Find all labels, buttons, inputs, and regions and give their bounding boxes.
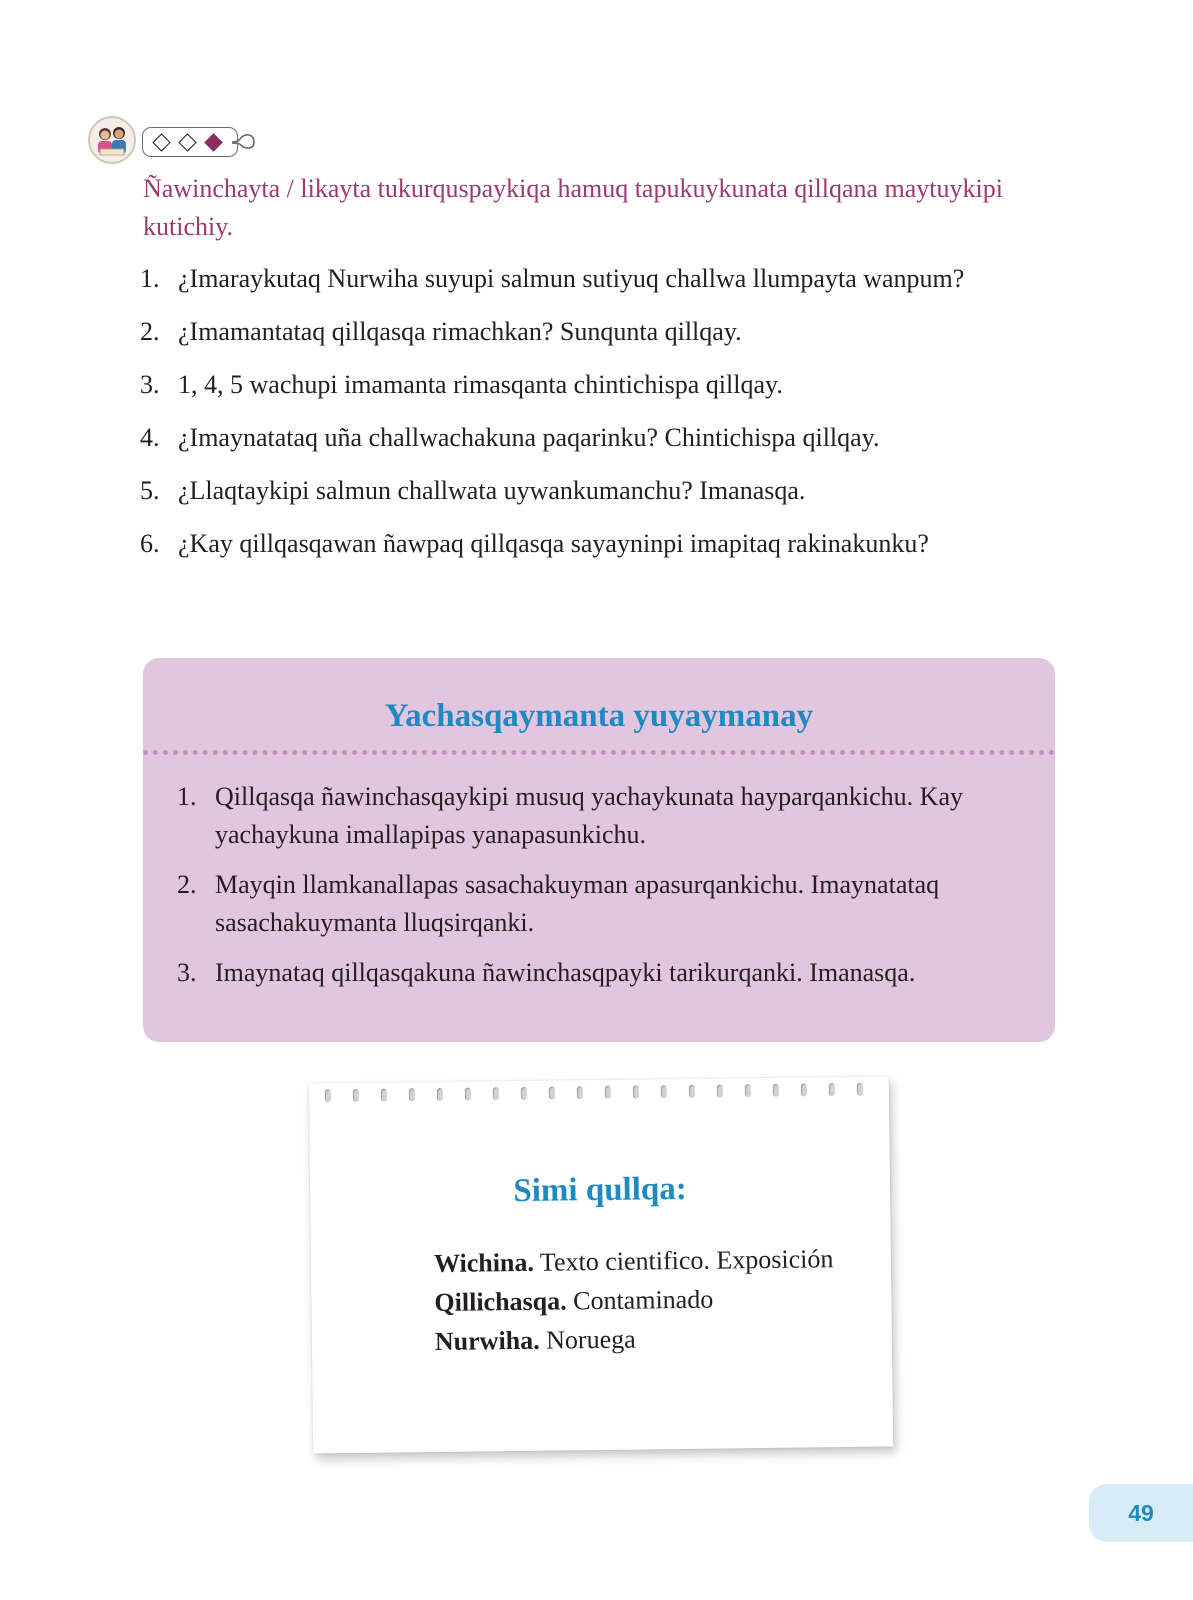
question-text: ¿Kay qillqasqawan ñawpaq qillqasqa sayayninpi imapitaq rakinakunku? xyxy=(178,529,929,558)
item-number: 2. xyxy=(177,870,197,899)
notebook-hole-icon xyxy=(661,1085,667,1098)
notebook-hole-icon xyxy=(773,1084,779,1097)
notebook-hole-icon xyxy=(717,1084,723,1097)
glossary-term: Qillichasqa. xyxy=(434,1286,567,1318)
notebook-hole-icon xyxy=(633,1086,639,1099)
item-number: 3. xyxy=(177,958,197,987)
notebook-hole-icon xyxy=(521,1087,527,1100)
reflection-text: Imaynataq qillqasqakuna ñawinchasqpayki tarikurqanki. Imanasqa. xyxy=(215,958,916,987)
level-diamond-empty-icon xyxy=(178,133,196,151)
question-text: 1, 4, 5 wachupi imamanta rimasqanta chintichispa qillqay. xyxy=(178,370,783,399)
notebook-hole-icon xyxy=(353,1089,359,1102)
pill-tail-icon xyxy=(232,133,256,153)
glossary-entry xyxy=(435,1317,855,1361)
notebook-hole-icon xyxy=(829,1083,835,1096)
notebook-hole-icon xyxy=(409,1088,415,1101)
list-item xyxy=(140,470,1040,512)
notebook-hole-icon xyxy=(549,1087,555,1100)
reflection-box xyxy=(143,658,1055,1042)
reflection-text: Qillqasqa ñawinchasqaykipi musuq yachaykunata hayparqankichu. Kay yachaykuna imallapipas yanapasunkichu. xyxy=(215,782,963,849)
notebook-hole-icon xyxy=(745,1084,751,1097)
notebook-hole-icon xyxy=(577,1086,583,1099)
level-indicator xyxy=(142,127,238,157)
list-item xyxy=(140,523,1040,565)
glossary-definition: Contaminado xyxy=(572,1284,714,1316)
glossary-title: Simi qullqa: xyxy=(513,1170,687,1210)
question-text: ¿Imaynatataq uña challwachakuna paqarinku? Chintichispa qillqay. xyxy=(178,423,880,452)
question-text: ¿Imamantataq qillqasqa rimachkan? Sunqunta qillqay. xyxy=(178,317,742,346)
glossary-term: Wichina. xyxy=(433,1247,535,1279)
spiral-holes xyxy=(321,1083,877,1110)
notebook-hole-icon xyxy=(801,1083,807,1096)
list-item xyxy=(140,258,1040,300)
item-number: 1. xyxy=(140,264,160,293)
reflection-title: Yachasqaymanta yuyaymanay xyxy=(384,698,814,734)
instruction-text: Ñawinchayta / likayta tukurquspaykiqa hamuq tapukuykunata qillqana maytuykipi kutichiy. xyxy=(143,174,1003,241)
notebook-hole-icon xyxy=(465,1088,471,1101)
glossary-note-card xyxy=(309,1076,893,1453)
children-reading-icon xyxy=(88,116,136,164)
glossary-entry xyxy=(434,1239,854,1283)
item-number: 5. xyxy=(140,476,160,505)
list-item xyxy=(140,311,1040,353)
item-number: 1. xyxy=(177,782,197,811)
item-number: 4. xyxy=(140,423,160,452)
level-diamond-filled-icon xyxy=(204,133,222,151)
question-list xyxy=(140,258,1040,576)
notebook-hole-icon xyxy=(857,1083,863,1096)
question-text: ¿Llaqtaykipi salmun challwata uywankumanchu? Imanasqa. xyxy=(178,476,806,505)
list-item xyxy=(140,364,1040,406)
glossary-definition: Texto cientifico. Exposición xyxy=(539,1244,834,1277)
level-diamond-empty-icon xyxy=(152,133,170,151)
glossary-term: Nurwiha. xyxy=(434,1325,540,1357)
notebook-hole-icon xyxy=(437,1088,443,1101)
reflection-list xyxy=(177,778,1037,1004)
list-item xyxy=(140,417,1040,459)
reflection-text: Mayqin llamkanallapas sasachakuyman apasurqankichu. Imaynatataq sasachakuymanta lluqsirqanki. xyxy=(215,870,940,937)
notebook-hole-icon xyxy=(325,1089,331,1102)
glossary-definition: Noruega xyxy=(545,1324,636,1355)
item-number: 6. xyxy=(140,529,160,558)
question-text: ¿Imaraykutaq Nurwiha suyupi salmun sutiyuq challwa llumpayta wanpum? xyxy=(178,264,965,293)
item-number: 2. xyxy=(140,317,160,346)
item-number: 3. xyxy=(140,370,160,399)
activity-badge xyxy=(88,114,268,170)
glossary-list xyxy=(434,1239,855,1361)
list-item xyxy=(177,866,1037,942)
glossary-entry xyxy=(434,1278,854,1322)
notebook-hole-icon xyxy=(689,1085,695,1098)
dotted-divider xyxy=(143,750,1055,755)
list-item xyxy=(177,778,1037,854)
page-number: 49 xyxy=(1089,1484,1193,1542)
notebook-hole-icon xyxy=(381,1089,387,1102)
notebook-hole-icon xyxy=(605,1086,611,1099)
notebook-hole-icon xyxy=(493,1087,499,1100)
list-item xyxy=(177,954,1037,992)
